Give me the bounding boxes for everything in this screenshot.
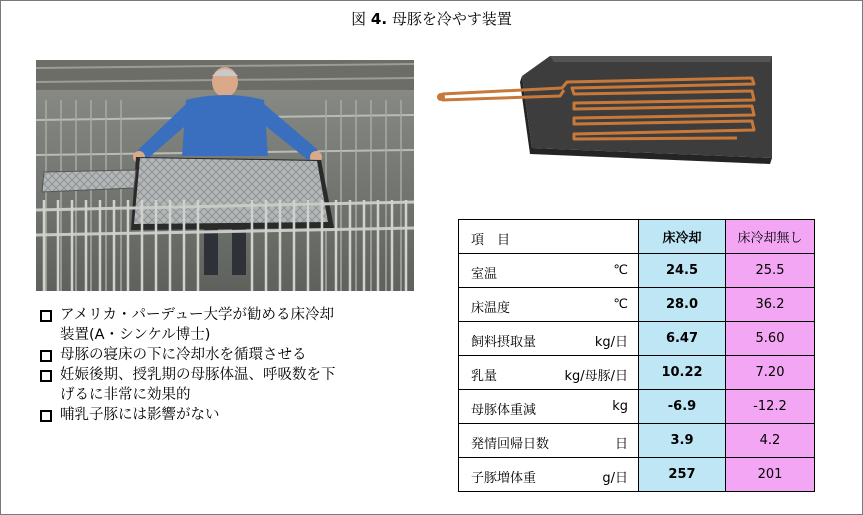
cool-value: 257 xyxy=(639,458,726,492)
cooling-plate-illustration xyxy=(432,48,772,198)
comparison-table xyxy=(458,219,815,492)
row-item: 飼料摂取量 kg/日 xyxy=(459,322,639,356)
cool-value: 10.22 xyxy=(639,356,726,390)
table-row xyxy=(459,356,815,390)
table-row xyxy=(459,390,815,424)
row-item: 室温 ℃ xyxy=(459,254,639,288)
nocool-value: 201 xyxy=(726,458,815,492)
table-row xyxy=(459,322,815,356)
cool-value: 28.0 xyxy=(639,288,726,322)
title-prefix: 図 xyxy=(351,10,371,28)
nocool-value: 5.60 xyxy=(726,322,815,356)
list-item-text: 妊娠後期、授乳期の母豚体温、呼吸数を下 げるに非常に効果的 xyxy=(60,367,336,403)
row-item: 乳量 kg/母豚/日 xyxy=(459,356,639,390)
cool-value: 6.47 xyxy=(639,322,726,356)
list-item xyxy=(40,365,420,405)
table-row xyxy=(459,254,815,288)
row-item: 母豚体重減 kg xyxy=(459,390,639,424)
list-item-text: 哺乳子豚には影響がない xyxy=(60,407,220,423)
table-header-row xyxy=(459,220,815,254)
table-row xyxy=(459,288,815,322)
nocool-value: -12.2 xyxy=(726,390,815,424)
list-item xyxy=(40,405,420,425)
title-number: 4. xyxy=(370,10,388,28)
row-item: 発情回帰日数 日 xyxy=(459,424,639,458)
table-row xyxy=(459,458,815,492)
nocool-value: 7.20 xyxy=(726,356,815,390)
checkbox-bullet-icon xyxy=(40,350,52,362)
row-item: 子豚増体重 g/日 xyxy=(459,458,639,492)
cool-value: 24.5 xyxy=(639,254,726,288)
checkbox-bullet-icon xyxy=(40,370,52,382)
checkbox-bullet-icon xyxy=(40,410,52,422)
list-item xyxy=(40,345,420,365)
nocool-value: 25.5 xyxy=(726,254,815,288)
nocool-value: 4.2 xyxy=(726,424,815,458)
title-text: 母豚を冷やす装置 xyxy=(391,10,512,28)
header-no-cooling: 床冷却無し xyxy=(726,220,815,254)
barn-photo-illustration xyxy=(36,60,414,291)
list-item-text: 母豚の寝床の下に冷却水を循環させる xyxy=(60,347,307,363)
header-floor-cooling: 床冷却 xyxy=(639,220,726,254)
list-item xyxy=(40,305,420,345)
cool-value: 3.9 xyxy=(639,424,726,458)
cooling-plate-icon xyxy=(432,48,772,198)
table-row xyxy=(459,424,815,458)
cool-value: -6.9 xyxy=(639,390,726,424)
figure-title xyxy=(0,8,863,29)
feature-list xyxy=(40,305,420,425)
list-item-text: アメリカ・パーデュー大学が勧める床冷却 装置(A・シンケル博士) xyxy=(60,307,335,343)
researcher-photo xyxy=(36,60,414,291)
checkbox-bullet-icon xyxy=(40,310,52,322)
header-item: 項 目 xyxy=(459,220,639,254)
nocool-value: 36.2 xyxy=(726,288,815,322)
row-item: 床温度 ℃ xyxy=(459,288,639,322)
